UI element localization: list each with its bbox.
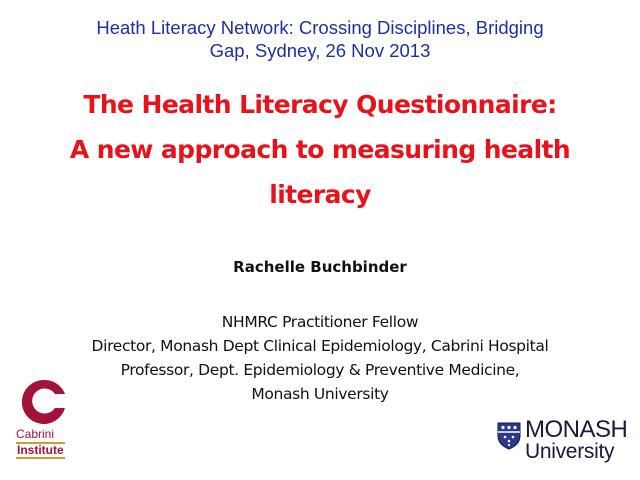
monash-wordmark-line-1: MONASH (525, 416, 628, 443)
conference-header-line-2: Gap, Sydney, 26 Nov 2013 (209, 40, 431, 61)
conference-header-line-1: Heath Literacy Network: Crossing Disciplines, Bridging (96, 17, 544, 38)
cabrini-emblem-icon (18, 378, 68, 426)
conference-header (20, 16, 620, 62)
slide-title-line-3: literacy (269, 180, 371, 209)
author-affiliations (20, 310, 620, 406)
cabrini-wordmark-line-2: Institute (17, 443, 64, 457)
slide-title-line-2: A new approach to measuring health (69, 135, 571, 164)
monash-crest-icon (497, 422, 521, 450)
affiliation-line-3: Professor, Dept. Epidemiology & Preventive Medicine, (120, 361, 520, 379)
monash-wordmark-line-2: University (525, 440, 615, 463)
affiliation-line-2: Director, Monash Dept Clinical Epidemiology, Cabrini Hospital (91, 337, 549, 355)
affiliation-line-1: NHMRC Practitioner Fellow (221, 313, 419, 331)
monash-university-logo (497, 418, 632, 468)
author-name: Rachelle Buchbinder (233, 258, 407, 276)
affiliation-line-4: Monash University (251, 385, 389, 403)
cabrini-institute-logo (16, 378, 76, 463)
cabrini-wordmark (16, 428, 76, 459)
slide-title (20, 82, 620, 217)
cabrini-wordmark-line-1: Cabrini (16, 427, 55, 441)
slide-title-line-1: The Health Literacy Questionnaire: (83, 90, 557, 119)
